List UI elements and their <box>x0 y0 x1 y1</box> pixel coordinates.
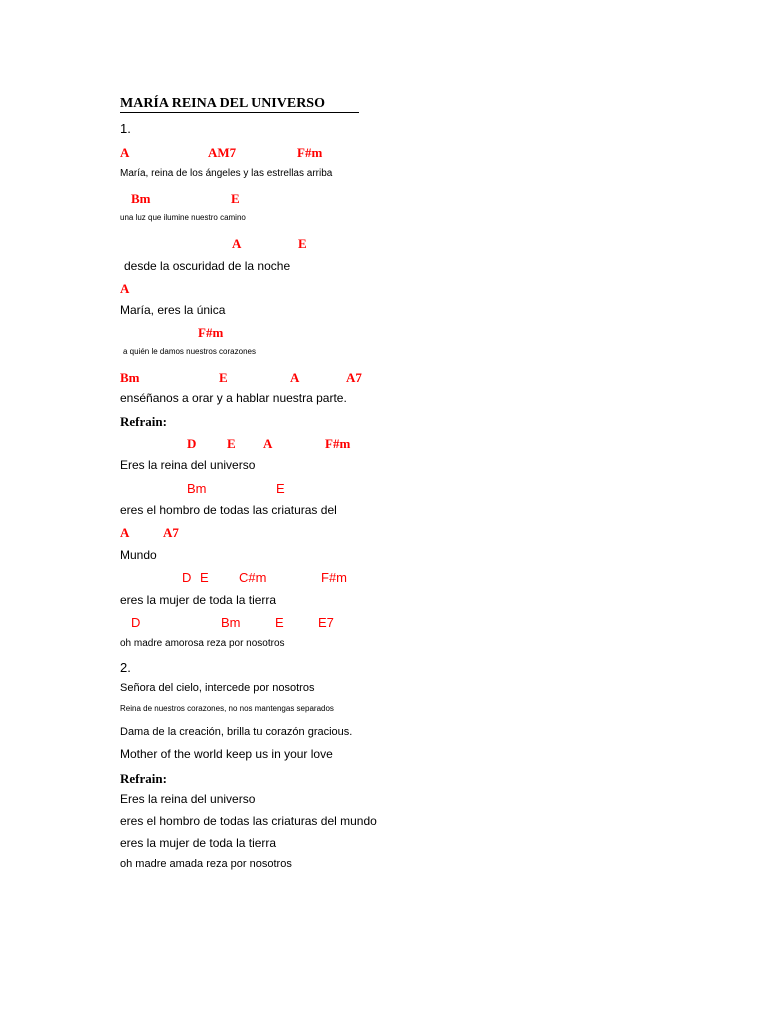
verse-number: 2. <box>120 660 131 675</box>
chord: A7 <box>163 525 179 540</box>
lyric-line: Dama de la creación, brilla tu corazón gracious. <box>120 726 353 738</box>
chord: F#m <box>198 325 224 340</box>
lyric-line: Mother of the world keep us in your love <box>120 747 333 761</box>
chord: C#m <box>239 570 267 585</box>
lyric-line: enséñanos a orar y a hablar nuestra parte. <box>120 391 347 405</box>
chord: AM7 <box>208 145 237 160</box>
verse-number: 1. <box>120 121 131 136</box>
chord: F#m <box>297 145 323 160</box>
chord: E <box>276 481 285 496</box>
lyric-line: María, eres la única <box>120 303 226 317</box>
lyric-line: María, reina de los ángeles y las estrellas arriba <box>120 168 333 179</box>
chord: E <box>200 570 209 585</box>
lyric-line: a quién le damos nuestros corazones <box>123 347 256 356</box>
lyric-line: eres la mujer de toda la tierra <box>120 593 277 607</box>
lyric-line: una luz que ilumine nuestro camino <box>120 213 246 222</box>
chord: E <box>298 236 307 251</box>
chord: A <box>120 525 130 540</box>
chord: F#m <box>321 570 347 585</box>
chord: A <box>120 145 130 160</box>
chord: A <box>263 436 273 451</box>
chord: E7 <box>318 615 334 630</box>
lyric-line: Eres la reina del universo <box>120 792 256 806</box>
chord: Bm <box>131 191 151 206</box>
title-underline <box>120 112 359 113</box>
chord: A <box>120 281 130 296</box>
chord: Bm <box>221 615 241 630</box>
lyric-line: eres el hombro de todas las criaturas del mundo <box>120 814 377 828</box>
lyric-line: Eres la reina del universo <box>120 458 256 472</box>
chord: Bm <box>187 481 207 496</box>
refrain-label: Refrain: <box>120 771 167 786</box>
chord: E <box>231 191 240 206</box>
chord: E <box>227 436 236 451</box>
chord: E <box>219 370 228 385</box>
lyric-line: Mundo <box>120 548 157 562</box>
chord: D <box>187 436 197 451</box>
lyric-line: Señora del cielo, intercede por nosotros <box>120 682 315 694</box>
lyric-line: Reina de nuestros corazones, no nos mantengas separados <box>120 704 334 713</box>
chord: F#m <box>325 436 351 451</box>
lyric-line: oh madre amorosa reza por nosotros <box>120 638 285 649</box>
chord: D <box>182 570 192 585</box>
song-title: MARÍA REINA DEL UNIVERSO <box>120 96 325 111</box>
lyric-line: eres la mujer de toda la tierra <box>120 836 277 850</box>
refrain-label: Refrain: <box>120 414 167 429</box>
chord: A <box>290 370 300 385</box>
chord: A <box>232 236 242 251</box>
chord: D <box>131 615 141 630</box>
chord: A7 <box>346 370 362 385</box>
lyric-line: eres el hombro de todas las criaturas del <box>120 503 337 517</box>
lyric-line: desde la oscuridad de la noche <box>124 259 291 273</box>
lyric-line: oh madre amada reza por nosotros <box>120 858 292 870</box>
chord: E <box>275 615 284 630</box>
chord: Bm <box>120 370 140 385</box>
